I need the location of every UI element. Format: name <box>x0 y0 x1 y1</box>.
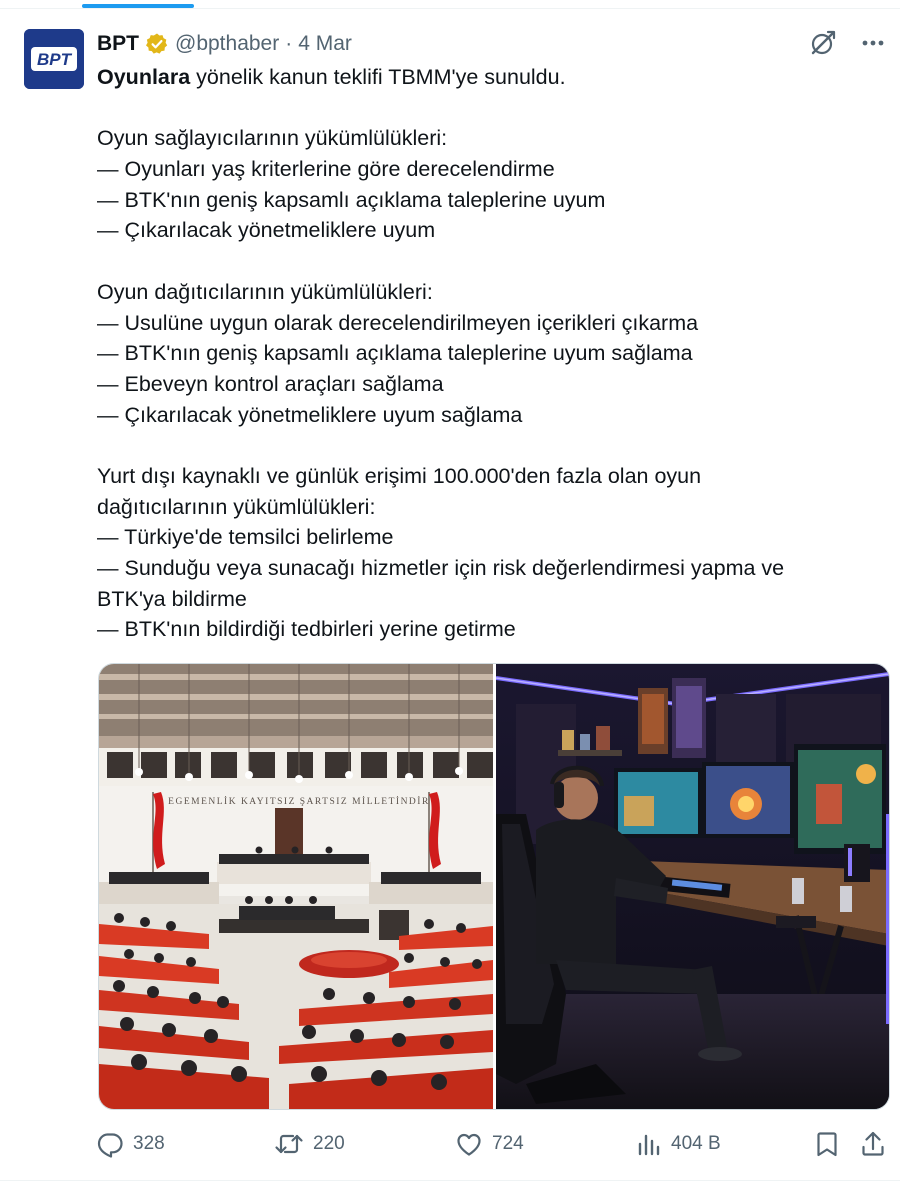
text-line: BTK'ya bildirme <box>97 586 247 611</box>
share-icon <box>860 1130 886 1158</box>
text-line: Yurt dışı kaynaklı ve günlük erişimi 100.000'den fazla olan oyun <box>97 463 702 488</box>
reply-icon <box>96 1130 124 1158</box>
header-actions <box>808 28 886 58</box>
more-horizontal-icon[interactable] <box>860 30 886 56</box>
text-line: — Türkiye'de temsilci belirleme <box>97 525 394 550</box>
avatar-logo-text: BPT <box>37 50 71 69</box>
views-button[interactable] <box>636 1126 721 1162</box>
views-count: 404 B <box>671 1133 721 1154</box>
text-line: — Sunduğu veya sunacağı hizmetler için risk değerlendirmesi yapma ve <box>97 556 785 580</box>
photo-gaming-setup[interactable] <box>496 664 889 1109</box>
reply-count: 328 <box>133 1133 165 1154</box>
text-line: — Çıkarılacak yönetmeliklere uyum sağlama <box>97 402 523 427</box>
text-line: — Usulüne uygun olarak derecelendirilmeyen içerikleri çıkarma <box>97 310 699 335</box>
repost-count: 220 <box>313 1133 345 1154</box>
like-count: 724 <box>492 1133 524 1154</box>
text-line: — BTK'nın geniş kapsamlı açıklama taleplerine uyum sağlama <box>97 341 693 366</box>
tweet-lead-bold: Oyunlara <box>97 65 191 89</box>
heart-icon <box>455 1130 483 1158</box>
active-tab-indicator <box>82 4 194 8</box>
tweet-actions <box>96 1126 888 1162</box>
like-button[interactable] <box>455 1126 524 1162</box>
text-line: Oyun dağıtıcılarının yükümlülükleri: <box>97 279 433 304</box>
paragraph-gap <box>97 93 877 124</box>
verified-badge-icon[interactable] <box>145 32 169 56</box>
text-line: dağıtıcılarının yükümlülükleri: <box>97 494 376 519</box>
text-line: — Çıkarılacak yönetmeliklere uyum <box>97 218 436 243</box>
repost-button[interactable] <box>274 1126 345 1162</box>
author-name[interactable]: BPT <box>97 32 139 55</box>
paragraph-gap <box>97 246 877 277</box>
bookmark-icon <box>814 1130 840 1158</box>
text-line: Oyun sağlayıcılarının yükümlülükleri: <box>97 126 448 151</box>
text-line: — Oyunları yaş kriterlerine göre derecelendirme <box>97 157 555 182</box>
author-handle[interactable]: @bpthaber <box>175 32 280 55</box>
share-button[interactable] <box>860 1126 886 1162</box>
repost-icon <box>274 1130 304 1158</box>
top-divider <box>0 8 900 9</box>
tweet-media <box>98 663 890 1110</box>
grok-icon[interactable] <box>808 28 838 58</box>
views-chart-icon <box>636 1130 662 1158</box>
header-separator: · <box>285 32 293 55</box>
tweet-lead-line <box>97 62 877 93</box>
bookmark-button[interactable] <box>814 1126 840 1162</box>
tweet-text <box>97 62 877 645</box>
tweet-date[interactable]: 4 Mar <box>298 32 352 55</box>
tweet-lead-rest: yönelik kanun teklifi TBMM'ye sunuldu. <box>190 65 566 89</box>
avatar[interactable] <box>24 29 84 89</box>
photo-parliament[interactable] <box>99 664 493 1109</box>
text-line: — Ebeveyn kontrol araçları sağlama <box>97 371 444 396</box>
bottom-divider <box>0 1180 900 1181</box>
text-line: — BTK'nın geniş kapsamlı açıklama taleplerine uyum <box>97 187 606 212</box>
tweet-header <box>97 30 352 58</box>
wall-inscription: EGEMENLİK KAYITSIZ ŞARTSIZ MİLLETİNDİR <box>168 797 430 807</box>
paragraph-gap <box>97 430 877 461</box>
reply-button[interactable] <box>96 1126 165 1162</box>
text-line: — BTK'nın bildirdiği tedbirleri yerine getirme <box>97 617 516 642</box>
